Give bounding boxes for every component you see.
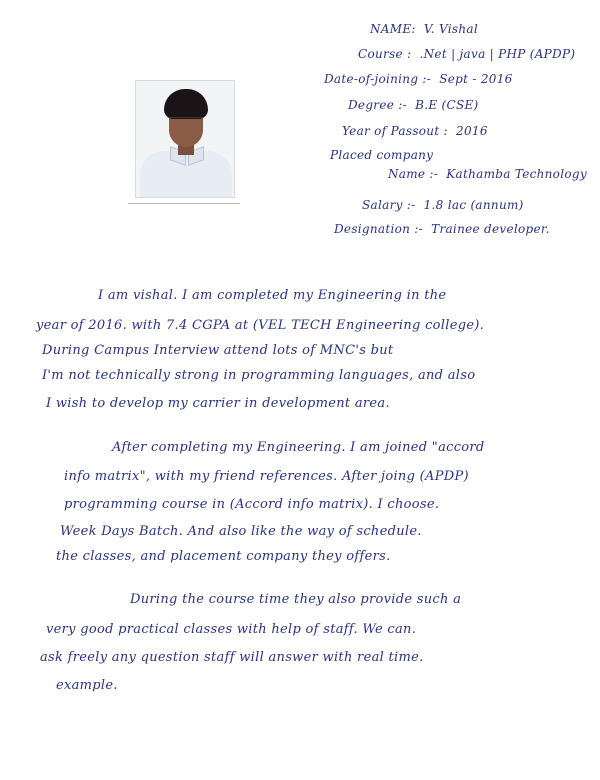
paragraph-3-line-4: example. [56, 678, 118, 693]
info-name [370, 22, 478, 36]
info-degree-value: B.E (CSE) [415, 98, 479, 112]
info-course [358, 47, 575, 61]
paragraph-2-line-2: info matrix", with my friend references. After joing (APDP) [64, 469, 469, 484]
photo-hair [164, 89, 208, 119]
paragraph-3-line-3: ask freely any question staff will answer with real time. [40, 650, 424, 665]
info-course-value: .Net | java | PHP (APDP) [419, 47, 576, 61]
paragraph-1-line-2: year of 2016. with 7.4 CGPA at (VEL TECH Engineering college). [36, 318, 485, 333]
info-year-of-passout-value: 2016 [456, 124, 488, 138]
info-date-of-joining-label: Date-of-joining :- [324, 72, 432, 86]
paragraph-1-line-3: During Campus Interview attend lots of MNC's but [42, 343, 394, 358]
student-photo [135, 80, 235, 198]
info-date-of-joining [324, 72, 513, 86]
paragraph-3-line-1: During the course time they also provide such a [130, 592, 462, 607]
paragraph-2-line-1: After completing my Engineering. I am joined "accord [112, 440, 485, 455]
info-designation-label: Designation :- [334, 222, 424, 236]
info-placed-company-label: Name :- [388, 167, 439, 181]
paragraph-1-line-1: I am vishal. I am completed my Engineering in the [98, 288, 447, 303]
paragraph-2-line-3: programming course in (Accord info matrix). I choose. [64, 497, 440, 512]
paragraph-1-line-4: I'm not technically strong in programming languages, and also [42, 368, 476, 383]
info-placed-company-label-line1: Placed company [330, 148, 434, 162]
paragraph-2-line-4: Week Days Batch. And also like the way of schedule. [60, 524, 422, 539]
info-designation-value: Trainee developer. [431, 222, 550, 236]
info-salary-label: Salary :- [362, 198, 416, 212]
info-designation [334, 222, 550, 236]
paragraph-2-line-5: the classes, and placement company they offers. [56, 549, 391, 564]
info-name-label: NAME: [370, 22, 416, 36]
info-year-of-passout [342, 124, 488, 138]
info-date-of-joining-value: Sept - 2016 [439, 72, 513, 86]
paragraph-1-line-5: I wish to develop my carrier in development area. [46, 396, 390, 411]
photo-glasses [169, 117, 203, 126]
photo-shirt [140, 151, 232, 198]
photo-underline [128, 203, 240, 204]
info-year-of-passout-label: Year of Passout : [342, 124, 448, 138]
info-name-value: V. Vishal [423, 22, 478, 36]
paragraph-3-line-2: very good practical classes with help of staff. We can. [46, 622, 417, 637]
info-course-label: Course : [358, 47, 412, 61]
info-degree [348, 98, 479, 112]
info-degree-label: Degree :- [348, 98, 407, 112]
info-salary-value: 1.8 lac (annum) [423, 198, 524, 212]
info-placed-company-value: Kathamba Technology [446, 167, 587, 181]
info-salary [362, 198, 524, 212]
info-placed-company [388, 167, 587, 181]
